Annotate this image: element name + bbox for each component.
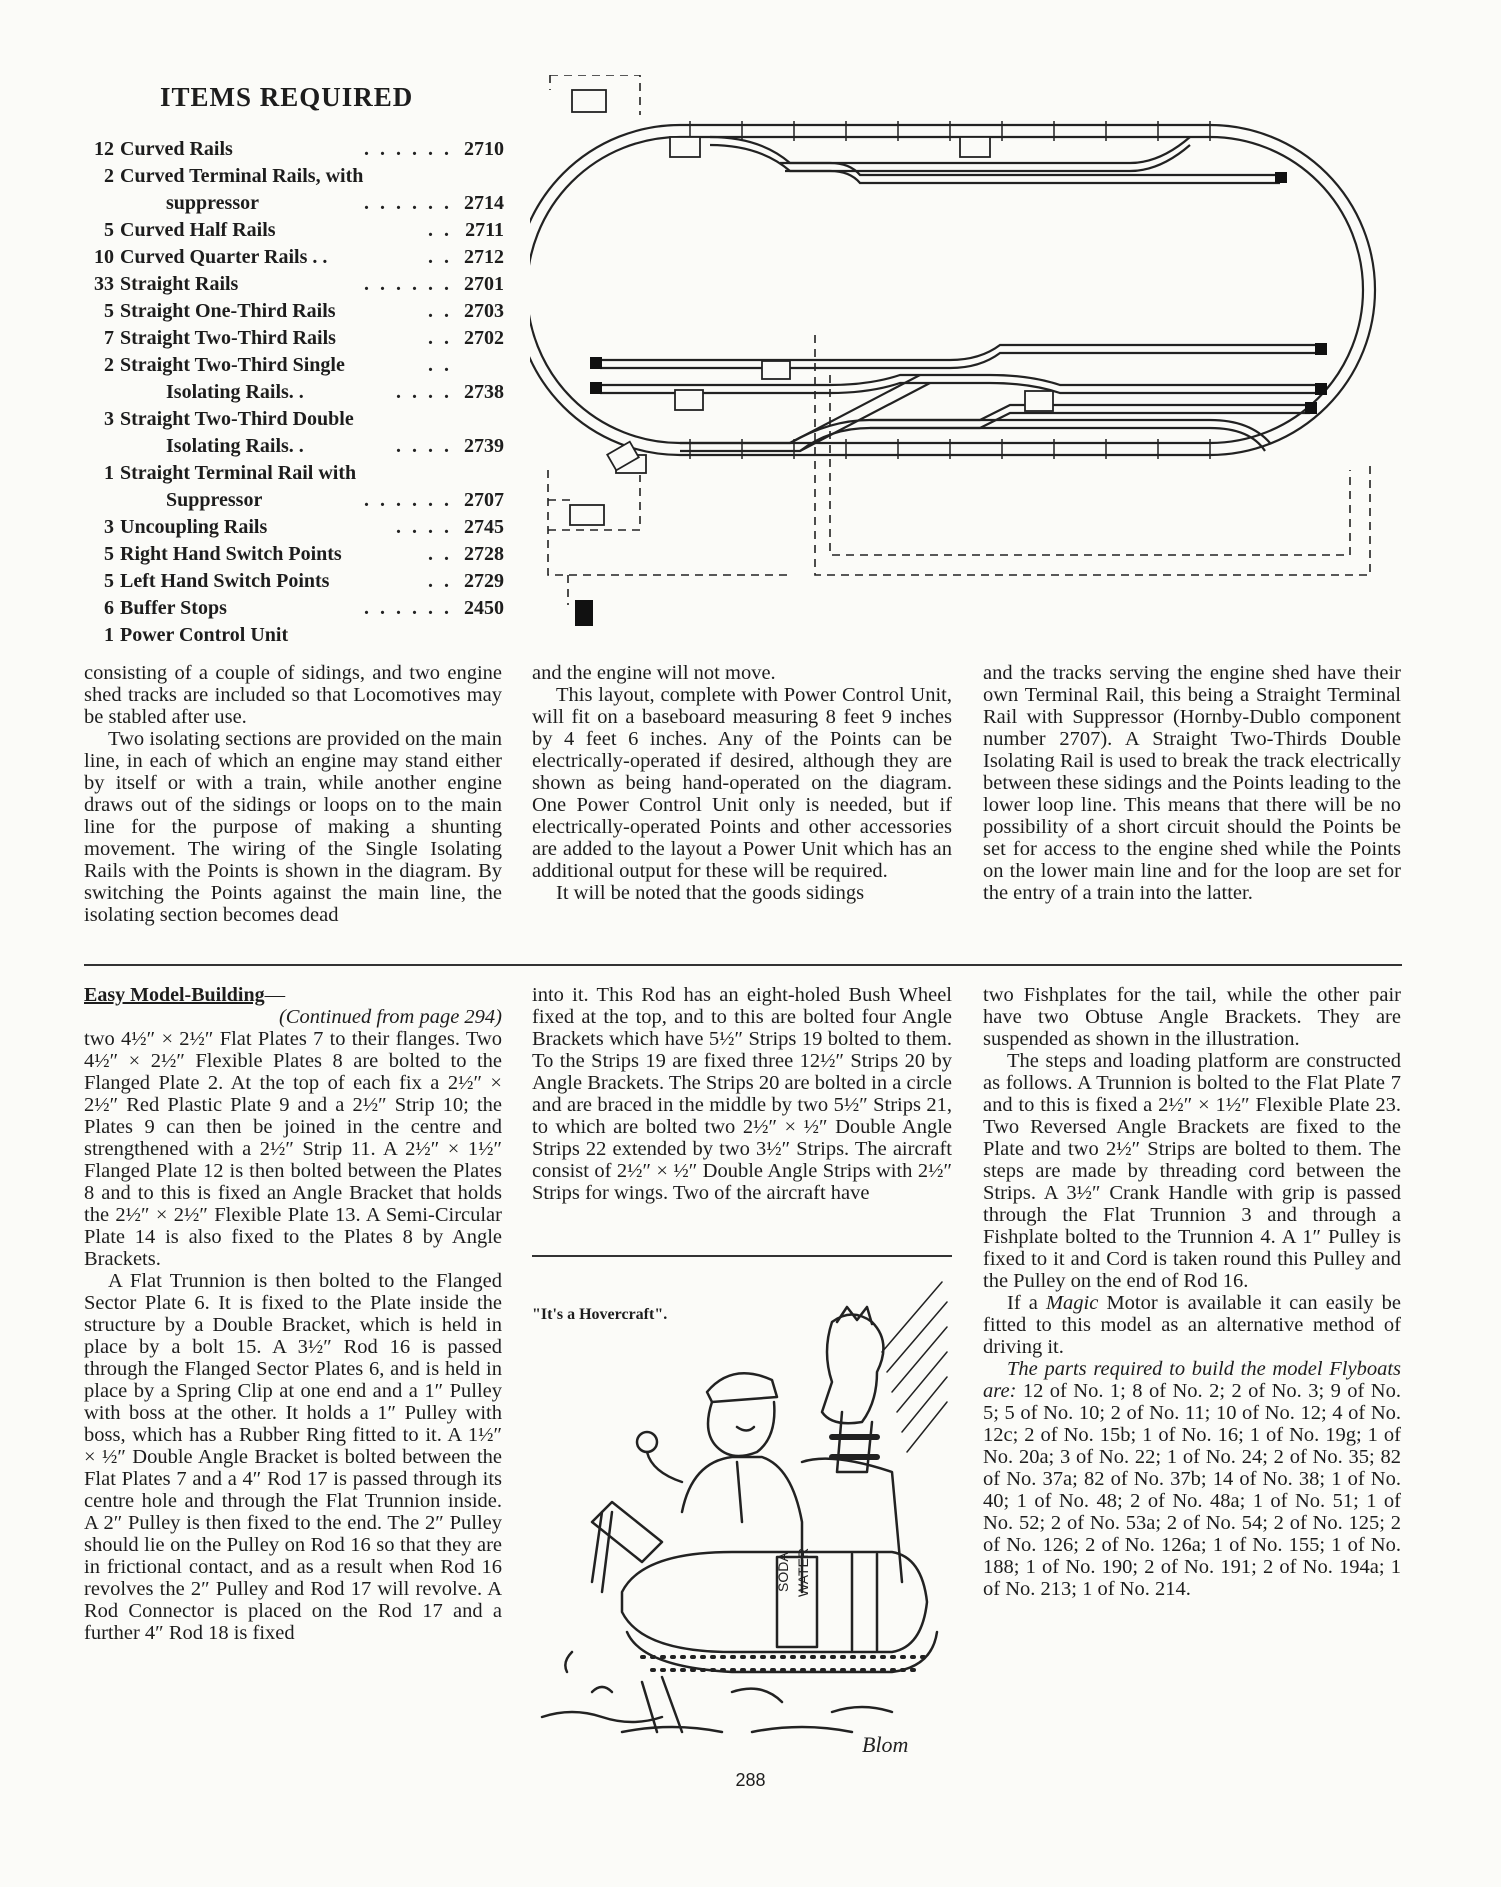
article-bottom-column-1 [84, 984, 502, 1644]
item-quantity: 1 [104, 462, 114, 484]
item-row [84, 595, 504, 622]
buffer-stop [590, 357, 602, 369]
paragraph: This layout, complete with Power Control Unit, will fit on a baseboard measuring 8 feet 9 inches by 4 feet 6 inches. Any of the Points can be electrically-operated if desired, although they are shown as being hand-operated on the diagram. One Power Control Unit only is needed, but if electrically-operated Points and other accessories are added to the layout a Power Unit which has an additional output for these will be required. [532, 684, 952, 882]
item-part-number: 2702 [464, 327, 504, 349]
paragraph: and the tracks serving the engine shed have their own Terminal Rail, this being a Straight Terminal Rail with Suppressor (Hornby-Dublo component number 2707). A Straight Two-Thirds Double Isolating Rail is used to break the track electrically between these sidings and the Points leading to the lower loop line. This means that there will be no possibility of a short circuit should the Points be set for access to the engine shed while the Points on the lower main line and for the loop are set for the entry of a train into the latter. [983, 662, 1401, 904]
cartoon-divider [532, 1255, 952, 1257]
item-label: Power Control Unit [120, 624, 289, 646]
item-name [84, 622, 446, 649]
item-part-number: 2739 [464, 435, 504, 457]
article-top-column-3 [983, 662, 1401, 904]
item-part-number: 2703 [464, 300, 504, 322]
paragraph: A Flat Trunnion is then bolted to the Flanged Sector Plate 6. It is fixed to the Plate inside the structure by a Double Bracket, which is held in place by a bolt 15. A 3½″ Rod 16 is passed through the Flanged Sector Plates 6, and is held in place by a Spring Clip at one end and a 1″ Pulley with boss at the other. It holds a 1″ Pulley with boss, which has a Rubber Ring fitted to it. A 1½″ × ½″ Double Angle Bracket is bolted between the Flat Plates 7 and a 4″ Rod 17 is passed through its centre hole and through the Flat Trunnion inside. A 2″ Pulley is then fixed to the end. The 2″ Pulley should lie on the Pulley on Rod 16 so that they are in frictional contact, and as a result when Rod 16 revolves the 2″ Pulley and Rod 17 will revolve. A Rod Connector is placed on the Rod 17 and a further 4″ Rod 18 is fixed [84, 1270, 502, 1644]
item-leader-dots: . . [428, 219, 452, 241]
paragraph: The steps and loading platform are constructed as follows. A Trunnion is bolted to the Flat Plate 7 and to this is fixed a 2½″ × 1½″ Flexible Plate 23. Two Reversed Angle Brackets are fixed to the Plate and two 2½″ Strips are bolted to them. The steps are made by threading cord between the Strips. A 3½″ Crank Handle with grip is passed through the Flat Trunnion 3 and through a Fishplate bolted to the Trunnion 4. A 1″ Pulley is fixed to it and Cord is taken round this Pulley and the Pulley on the end of Rod 16. [983, 1050, 1401, 1292]
power-control-unit [575, 600, 593, 626]
item-label: Curved Terminal Rails, with [120, 165, 364, 187]
item-leader-dots: . . . . . . [364, 273, 452, 295]
item-label: suppressor [166, 192, 259, 214]
item-label: Straight Rails [120, 273, 239, 295]
switch-box [675, 390, 703, 410]
item-name [84, 298, 422, 325]
paragraph: It will be noted that the goods sidings [556, 882, 865, 904]
buffer-stop [1275, 172, 1287, 183]
heading-dash: — [264, 984, 286, 1006]
item-part-number: 2714 [464, 192, 504, 214]
item-name [84, 568, 422, 595]
item-name [84, 406, 446, 433]
item-label: Isolating Rails. . [166, 435, 304, 457]
item-name [84, 595, 358, 622]
item-quantity: 5 [104, 570, 114, 592]
item-quantity: 5 [104, 300, 114, 322]
item-label: Left Hand Switch Points [120, 570, 330, 592]
page-number: 288 [735, 1770, 766, 1790]
item-label: Buffer Stops [120, 597, 227, 619]
item-quantity: 2 [104, 165, 114, 187]
item-label: Straight Two-Third Single [120, 354, 345, 376]
item-leader-dots: . . . . [396, 516, 452, 538]
item-part-number: 2450 [464, 597, 504, 619]
item-row [84, 379, 504, 406]
text-run: Motor is available it can easily be fitted to this model as an alternative method of driving it. [983, 1292, 1401, 1358]
cartoon-caption: "It's a Hovercraft". [532, 1306, 668, 1323]
item-name [84, 325, 422, 352]
item-quantity: 10 [94, 246, 114, 268]
item-name [84, 433, 390, 460]
track-layout-diagram [530, 75, 1390, 635]
article-heading: Easy Model-Building [84, 984, 265, 1006]
item-row [84, 163, 504, 190]
item-row [84, 298, 504, 325]
items-required-list [84, 136, 504, 649]
item-leader-dots: . . [428, 300, 452, 322]
item-label: Straight Two-Third Double [120, 408, 354, 430]
item-leader-dots: . . . . . . [364, 192, 452, 214]
item-label: Curved Quarter Rails . . [120, 246, 328, 268]
buffer-stop [590, 382, 602, 394]
buffer-stop [1315, 383, 1327, 395]
item-quantity: 1 [104, 624, 114, 646]
item-leader-dots: . . [428, 246, 452, 268]
item-leader-dots: . . . . [396, 381, 452, 403]
buffer-stop [1305, 402, 1317, 414]
item-name [84, 163, 446, 190]
switch-box [1025, 391, 1053, 411]
buffer-stop [1315, 343, 1327, 355]
can-label-soda: SODA [775, 1552, 791, 1592]
item-leader-dots: . . . . . . [364, 597, 452, 619]
switch-box [670, 137, 700, 157]
item-row [84, 271, 504, 298]
item-row [84, 622, 504, 649]
item-row [84, 487, 504, 514]
item-name [84, 190, 358, 217]
switch-box [572, 90, 606, 112]
item-row [84, 568, 504, 595]
item-part-number: 2701 [464, 273, 504, 295]
item-leader-dots: . . [428, 543, 452, 565]
item-label: Isolating Rails. . [166, 381, 304, 403]
item-name [84, 136, 358, 163]
item-label: Straight One-Third Rails [120, 300, 336, 322]
continued-note: (Continued from page 294) [278, 1006, 502, 1028]
item-leader-dots: . . . . [396, 435, 452, 457]
item-row [84, 244, 504, 271]
paragraph: two 4½″ × 2½″ Flat Plates 7 to their flanges. Two 4½″ × 2½″ Flexible Plates 8 are bolted to the Flanged Plate 2. At the top of each fix a 2½″ × 2½″ Red Plastic Plate 9 and a 2½″ Strip 10; the Plates 9 can then be joined in the centre and strengthened with a 2½″ Strip 11. A 2½″ × 1½″ Flanged Plate 12 is then bolted between the Plates 8 and to this is fixed an Angle Bracket that holds the 2½″ × 2½″ Flexible Plate 13. A Semi-Circular Plate 14 is also fixed to the Plates 8 by Angle Brackets. [84, 1028, 502, 1270]
item-quantity: 7 [104, 327, 114, 349]
item-part-number: 2710 [464, 138, 504, 160]
item-label: Curved Half Rails [120, 219, 276, 241]
item-quantity: 33 [94, 273, 114, 295]
item-row [84, 460, 504, 487]
can-label-water: WATER [795, 1548, 811, 1597]
parts-list: 12 of No. 1; 8 of No. 2; 2 of No. 3; 9 of No. 5; 5 of No. 10; 2 of No. 11; 10 of No. 12; 4 of No. 12c; 2 of No. 15b; 1 of No. 16; 1 of No. 19g; 1 of No. 20a; 3 of No. 22; 1 of No. 24; 2 of No. 35; 82 of No. 37a; 82 of No. 37b; 14 of No. 38; 1 of No. 40; 1 of No. 48; 2 of No. 48a; 1 of No. 51; 1 of No. 52; 2 of No. 53a; 2 of No. 54; 2 of No. 125; 2 of No. 126; 2 of No. 126a; 1 of No. 155; 1 of No. 188; 1 of No. 190; 2 of No. 191; 2 of No. 194a; 1 of No. 213; 1 of No. 214. [983, 1380, 1401, 1600]
item-name [84, 487, 358, 514]
parts-intro: The parts required to build the model Flyboats are: [983, 1358, 1401, 1402]
switch-box [960, 137, 990, 157]
items-required-title: ITEMS REQUIRED [160, 82, 414, 112]
item-quantity: 3 [104, 408, 114, 430]
paragraph: and the engine will not move. [532, 662, 776, 684]
item-quantity: 5 [104, 219, 114, 241]
item-label: Right Hand Switch Points [120, 543, 342, 565]
item-name [84, 217, 422, 244]
item-label: Curved Rails [120, 138, 233, 160]
article-top-column-2 [532, 662, 952, 904]
item-leader-dots: . . . . . . [364, 489, 452, 511]
item-row [84, 406, 504, 433]
item-part-number: 2745 [464, 516, 504, 538]
item-label: Suppressor [166, 489, 263, 511]
item-part-number: 2729 [464, 570, 504, 592]
paragraph: two Fishplates for the tail, while the other pair have two Obtuse Angle Brackets. They are suspended as shown in the illustration. [983, 984, 1401, 1050]
item-row [84, 217, 504, 244]
item-leader-dots: . . [428, 354, 452, 376]
item-part-number: 2707 [464, 489, 504, 511]
text-run: If a [1007, 1292, 1046, 1314]
item-name [84, 541, 422, 568]
item-row [84, 352, 504, 379]
item-row [84, 136, 504, 163]
article-bottom-column-2 [532, 984, 952, 1204]
article-bottom-column-3 [983, 984, 1401, 1600]
item-part-number: 2738 [464, 381, 504, 403]
item-quantity: 2 [104, 354, 114, 376]
text-run-italic: Magic [1045, 1292, 1099, 1314]
item-name [84, 244, 422, 271]
item-part-number: 2712 [464, 246, 504, 268]
item-row [84, 541, 504, 568]
paragraph: Two isolating sections are provided on the main line, in each of which an engine may stand either by itself or with a train, while another engine draws out of the sidings or loops on to the main line for the purpose of making a shunting movement. The wiring of the Single Isolating Rails with the Points is shown in the diagram. By switching the Points against the main line, the isolating section becomes dead [84, 728, 502, 926]
item-name [84, 271, 358, 298]
item-label: Straight Two-Third Rails [120, 327, 336, 349]
item-label: Straight Terminal Rail with [120, 462, 357, 484]
switch-box [762, 361, 790, 379]
article-top-column-1 [84, 662, 502, 926]
switch-box [570, 505, 604, 525]
item-leader-dots: . . [428, 570, 452, 592]
item-quantity: 5 [104, 543, 114, 565]
item-name [84, 352, 422, 379]
item-part-number: 2711 [465, 219, 504, 241]
item-name [84, 460, 446, 487]
hovercraft-cartoon [532, 1262, 957, 1762]
item-quantity: 12 [94, 138, 114, 160]
item-leader-dots: . . [428, 327, 452, 349]
item-row [84, 190, 504, 217]
item-row [84, 433, 504, 460]
paragraph: into it. This Rod has an eight-holed Bush Wheel fixed at the top, and to this are bolted four Angle Brackets which have 5½″ Strips 19 bolted to them. To the Strips 19 are fixed three 12½″ Strips 20 by Angle Brackets. The Strips 20 are bolted in a circle and are braced in the middle by two 5½″ Strips 21, to which are bolted two 2½″ × ½″ Double Angle Strips 22 extended by two 3½″ Strips. The aircraft consist of 2½″ × ½″ Double Angle Strips with 2½″ Strips for wings. Two of the aircraft have [532, 984, 952, 1204]
paragraph: consisting of a couple of sidings, and two engine shed tracks are included so that Locomotives may be stabled after use. [84, 662, 502, 728]
item-leader-dots: . . . . . . [364, 138, 452, 160]
item-label: Uncoupling Rails [120, 516, 268, 538]
item-row [84, 514, 504, 541]
item-part-number: 2728 [464, 543, 504, 565]
section-divider [84, 964, 1402, 966]
item-row [84, 325, 504, 352]
item-quantity: 3 [104, 516, 114, 538]
item-quantity: 6 [104, 597, 114, 619]
item-name [84, 379, 390, 406]
item-name [84, 514, 390, 541]
cartoon-signature: Blom [862, 1732, 909, 1757]
